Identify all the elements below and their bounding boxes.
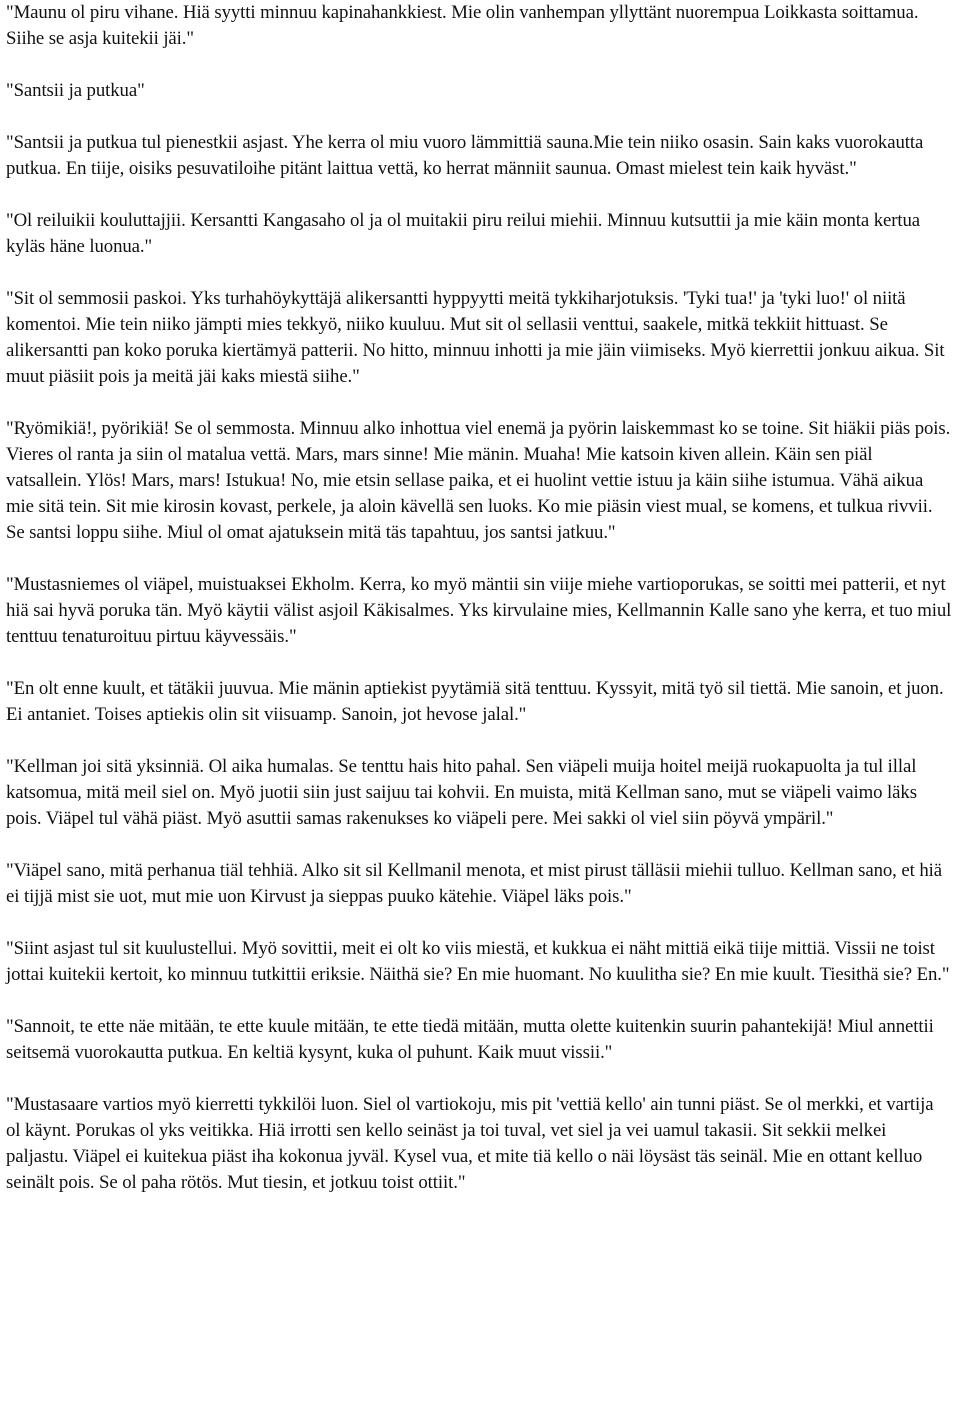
paragraph-12: "Sannoit, te ette näe mitään, te ette kuule mitään, te ette tiedä mitään, mutta olette kuitenkin suurin pahantekijä! Miul annettii seitsemä vuorokautta putkua. En keltiä kysynt, kuka ol puhunt. Kaik muut vissii." bbox=[6, 1016, 934, 1063]
paragraph-3: "Santsii ja putkua tul pienestkii asjast. Yhe kerra ol miu vuoro lämmittiä sauna.Mie tein niiko osasin. Sain kaks vuorokautta putkua. En tiije, oisiks pesuvatiloihe pitänt laittua vettä, ko herrat männiit saunua. Omast mielest tein kaik hyväst." bbox=[6, 132, 924, 179]
paragraph-13: "Mustasaare vartios myö kierretti tykkilöi luon. Siel ol vartiokoju, mis pit 'vettiä kello' ain tunni piäst. Se ol merkki, et vartija ol käynt. Porukas ol yks veitikka. Hiä irrotti sen kello seinäst ja toi tuval, vet siel ja vei uamul takasii. Sit sekkii melkei paljastu. Viäpel ei kuitekua piäst iha kokonua jyväl. Kysel vua, et mite tiä kello o näi löysäst täs seinäl. Mie en ottant kelluo seinält pois. Se ol paha rötös. Mut tiesin, et jotkuu toist ottiit." bbox=[6, 1094, 934, 1193]
paragraph-1: "Maunu ol piru vihane. Hiä syytti minnuu kapinahankkiest. Mie olin vanhempan yllyttänt nuorempua Loikkasta soittamua. Siihe se asja kuitekii jäi." bbox=[6, 2, 919, 49]
paragraph-6: "Ryömikiä!, pyörikiä! Se ol semmosta. Minnuu alko inhottua viel enemä ja pyörin laiskemmast ko se toine. Sit hiäkii piäs pois. Vieres ol ranta ja siin ol matalua vettä. Mars, mars sinne! Mie mänin. Muaha! Mie katsoin kiven allein. Käin sen piäl vatsallein. Ylös! Mars, mars! Istukua! No, mie etsin sellase paika, et ei huolint vettie istuu ja käin siihe istumua. Vähä aikua mie sitä tein. Sit mie kirosin kovast, perkele, ja aloin kävellä sen luoks. Ko mie piäsin viest mual, se komens, et tulkua rivvii. Se santsi loppu siihe. Miul ol omat ajatuksein mitä täs tapahtuu, jos santsi jatkuu." bbox=[6, 418, 951, 543]
section-heading-santsii-ja-putkua: "Santsii ja putkua" bbox=[6, 80, 145, 101]
paragraph-8: "En olt enne kuult, et tätäkii juuvua. Mie mänin aptiekist pyytämiä sitä tenttuu. Kyssyit, mitä työ sil tiettä. Mie sanoin, et juon. Ei antaniet. Toises aptiekis olin sit viisuamp. Sanoin, jot hevose jalal." bbox=[6, 678, 944, 725]
paragraph-7: "Mustasniemes ol viäpel, muistuaksei Ekholm. Kerra, ko myö mäntii sin viije miehe vartioporukas, se soitti mei patterii, et nyt hiä sai hyvä poruka tän. Myö käytii välist asjoil Käkisalmes. Yks kirvulaine mies, Kellmannin Kalle sano yhe kerra, et tuo miul tenttuu tenaturoituu pirtuu käyvessäis." bbox=[6, 574, 952, 647]
paragraph-11: "Siint asjast tul sit kuulustellui. Myö sovittii, meit ei olt ko viis miestä, et kukkua ei näht mittiä eikä tiije mittiä. Vissii ne toist jottai kuitekii kertoit, ko minnuu tutkittii eriksie. Näithä sie? En mie huomant. No kuulitha sie? En mie kuult. Tiesithä sie? En." bbox=[6, 938, 950, 985]
paragraph-4: "Ol reiluikii kouluttajjii. Kersantti Kangasaho ol ja ol muitakii piru reilui miehii. Minnuu kutsuttii ja mie käin monta kertua kyläs häne luonua." bbox=[6, 210, 921, 257]
paragraph-9: "Kellman joi sitä yksinniä. Ol aika humalas. Se tenttu hais hito pahal. Sen viäpeli muija hoitel meijä ruokapuolta ja tul illal katsomua, mitä meil siel on. Myö juotii siin just saijuu tai kohvii. En muista, mitä Kellman sano, mut se viäpeli vaimo läks pois. Viäpel tul vähä piäst. Myö asuttii samas rakenukses ko viäpeli pere. Mei sakki ol viel siin pöyvä ympäril." bbox=[6, 756, 917, 829]
paragraph-10: "Viäpel sano, mitä perhanua tiäl tehhiä. Alko sit sil Kellmanil menota, et mist pirust tälläsii miehii tulluo. Kellman sano, et hiä ei tijjä mist sie uot, mut mie uon Kirvust ja sieppas puuko kätehie. Viäpel läks pois." bbox=[6, 860, 942, 907]
paragraph-5: "Sit ol semmosii paskoi. Yks turhahöykyttäjä alikersantti hyppyytti meitä tykkiharjotuksis. 'Tyki tua!' ja 'tyki luo!' ol niitä komentoi. Mie tein niiko jämpti mies tekkyö, niiko kuuluu. Mut sit ol sellasii venttui, saakele, mitkä tekkiit hittuast. Se alikersantti pan koko poruka kiertämyä patterii. No hitto, minnuu inhotti ja mie jäin viimiseks. Myö kierrettii jonkuu aikua. Sit muut piäsiit pois ja meitä jäi kaks miestä siihe." bbox=[6, 288, 945, 387]
